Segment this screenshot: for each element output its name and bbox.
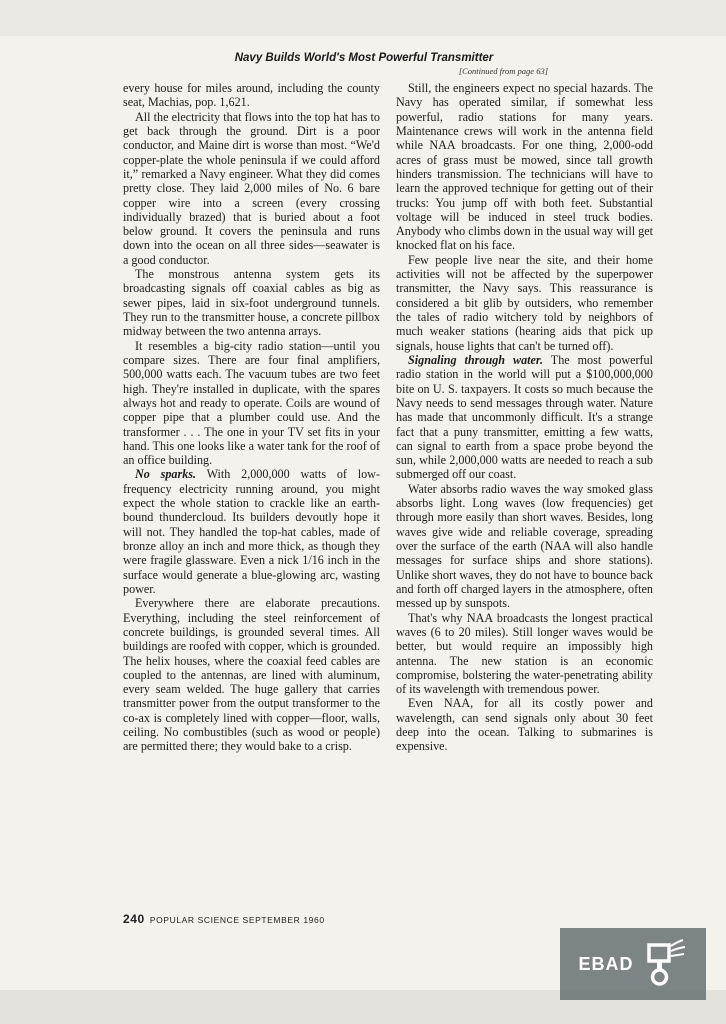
paragraph-no-sparks (123, 467, 380, 596)
article-headline: Navy Builds World's Most Powerful Transmitter (234, 52, 494, 64)
paragraph-signaling (396, 353, 653, 482)
paragraph: All the electricity that flows into the top hat has to get back through the ground. Dirt is a poor conductor, and Maine dirt is worse than most. “We'd copper-plate the whole peninsula if we could afford it,” remarked a Navy engineer. What they did comes pretty close. They laid 2,000 miles of No. 6 bare copper wire into a screen (every crossing individually brazed) that is buried about a foot below ground. It covers the peninsula and runs down into the ocean on all three sides—seawater is a good conductor. (123, 109, 380, 267)
paragraph: The monstrous antenna system gets its broadcasting signals off coaxial cables as big as sewer pipes, laid in six-foot underground tunnels. They run to the transmitter house, a concrete pillbox midway between the two antenna arrays. (123, 267, 380, 339)
paragraph: Everywhere there are elaborate precautions. Everything, including the steel reinforcement of concrete buildings, is grounded several times. All buildings are roofed with copper, which is grounded. The helix houses, where the coaxial feed cables are coupled to the antennas, are lined with aluminum, every seam welded. The huge gallery that carries transmitter power from the output transformer to the co-ax is completely lined with copper—floor, walls, ceiling. No combustibles (such as wood or people) are permitted there; they would bake to a crisp. (123, 596, 380, 754)
page-number: 240 (123, 912, 145, 926)
paragraph-text: With 2,000,000 watts of low-frequency electricity running around, you might expect the whole station to crackle like an earth-bound thundercloud. Its builders devoutly hope it will not. They handled the top-hat cables, made of bronze alloy an inch and more thick, as though they were fragile glassware. Even a nick 1/16 inch in the surface would generate a blue-glowing arc, wasting power. (123, 467, 380, 596)
watermark-badge (560, 928, 706, 1000)
left-column (123, 81, 380, 754)
paragraph: every house for miles around, including the county seat, Machias, pop. 1,621. (123, 81, 380, 110)
section-lead: No sparks. (135, 467, 197, 482)
paragraph: That's why NAA broadcasts the longest practical waves (6 to 20 miles). Still longer waves would be better, but would require an impossibly high antenna. The new station is an economic compromise, bolstering the water-penetrating ability of its wavelength with tremendous power. (396, 610, 653, 697)
paragraph-text: The most powerful radio station in the world will put a $100,000,000 bite on U. S. taxpayers. It costs so much because the Navy needs to send messages through water. Nature has made that uncommonly difficult. It's a strange fact that a puny transmitter, emitting a few watts, can signal to earth from a space probe beyond the sun, while 2,000,000 watts are needed to reach a sub submerged off our coast. (396, 352, 654, 482)
paragraph: It resembles a big-city radio station—until you compare sizes. There are four final amplifiers, 500,000 watts each. The vacuum tubes are two feet high. They're installed in duplicate, with the spares always hot and ready to operate. Coils are wound of copper pipe that a plumber could use. And the transformer . . . The one in your TV set fits in your hand. This one looks like a water tank for the roof of an office building. (123, 338, 380, 468)
scan-border-top (0, 0, 726, 36)
page-footer (123, 912, 325, 926)
section-lead: Signaling through water. (408, 352, 544, 367)
continued-note: [Continued from page 63] (458, 66, 548, 76)
ebad-logo-icon (644, 936, 688, 993)
paragraph: Water absorbs radio waves the way smoked glass absorbs light. Long waves (low frequencies) get through more easily than short waves. Besides, long waves give wide and reliable coverage, spreading over the surface of the earth (NAA will also handle messages for surface ships and shore stations). Unlike short waves, they do not have to bounce back and forth off charged layers in the atmosphere, often messed up by sunspots. (396, 481, 653, 611)
paragraph: Few people live near the site, and their home activities will not be affected by the superpower transmitter, the Navy says. This reassurance is considered a bit glib by outsiders, who remember the tales of radio witchery told by neighbors of much weaker stations (hearing aids that pick up signals, house lights that can't be turned off). (396, 252, 653, 353)
paragraph: Even NAA, for all its costly power and wavelength, can send signals only about 30 feet deep into the ocean. Talking to submarines is expensive. (396, 696, 653, 754)
paragraph: Still, the engineers expect no special hazards. The Navy has operated similar, if somewhat less powerful, radio stations for many years. Maintenance crews will work in the antenna field while NAA broadcasts. For one thing, 2,000-odd acres of grass must be mowed, since tall growth hinders transmission. The technicians will have to learn the approved technique for getting out of their trucks: You jump off with both feet. Substantial voltage will be induced in steel truck bodies. Anybody who climbs down in the usual way will get knocked flat on his face. (396, 81, 653, 253)
right-column (396, 81, 653, 754)
watermark-text: EBAD (578, 953, 634, 974)
publication-line: POPULAR SCIENCE SEPTEMBER 1960 (149, 915, 325, 925)
